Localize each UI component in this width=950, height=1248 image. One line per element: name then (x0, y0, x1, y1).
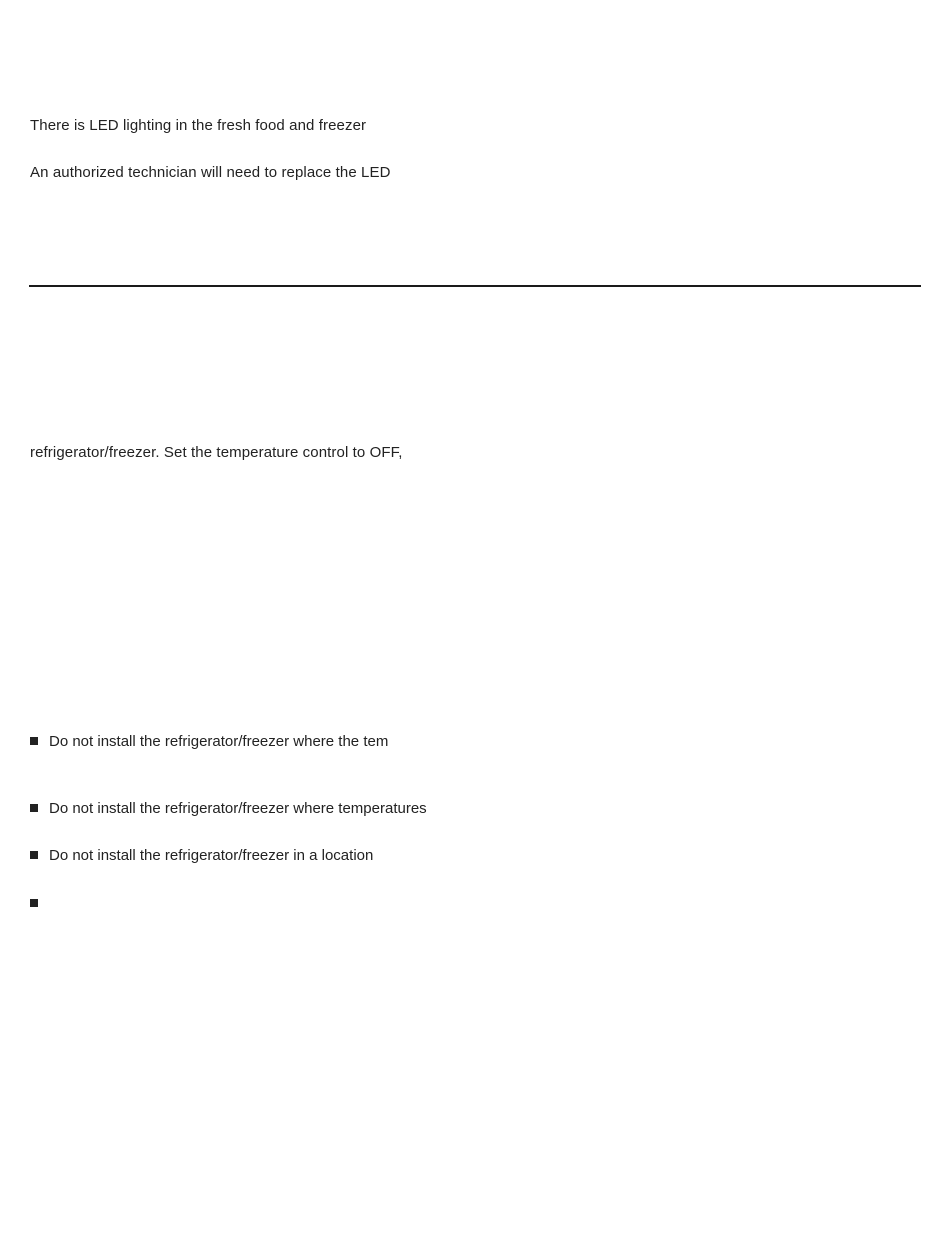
warning-list-item (30, 800, 427, 818)
lighting-text-line-2: An authorized technician will need to replace the LED (30, 164, 391, 181)
vacation-text-line-1: refrigerator/freezer. Set the temperature control to OFF, (30, 444, 403, 461)
section-divider (29, 285, 921, 287)
warning-list-item (30, 733, 388, 751)
warning-list-item-text: Do not install the refrigerator/freezer in a location (49, 847, 374, 864)
warning-list-item-text: Do not install the refrigerator/freezer where temperatures (49, 800, 427, 817)
lighting-text-line-1: There is LED lighting in the fresh food and freezer (30, 117, 367, 134)
square-bullet-icon (30, 899, 38, 907)
warning-list-item (30, 895, 49, 913)
warning-list-item-text: Do not install the refrigerator/freezer where the tem (49, 733, 389, 750)
square-bullet-icon (30, 851, 38, 859)
square-bullet-icon (30, 804, 38, 812)
warning-list-item (30, 847, 373, 865)
square-bullet-icon (30, 737, 38, 745)
